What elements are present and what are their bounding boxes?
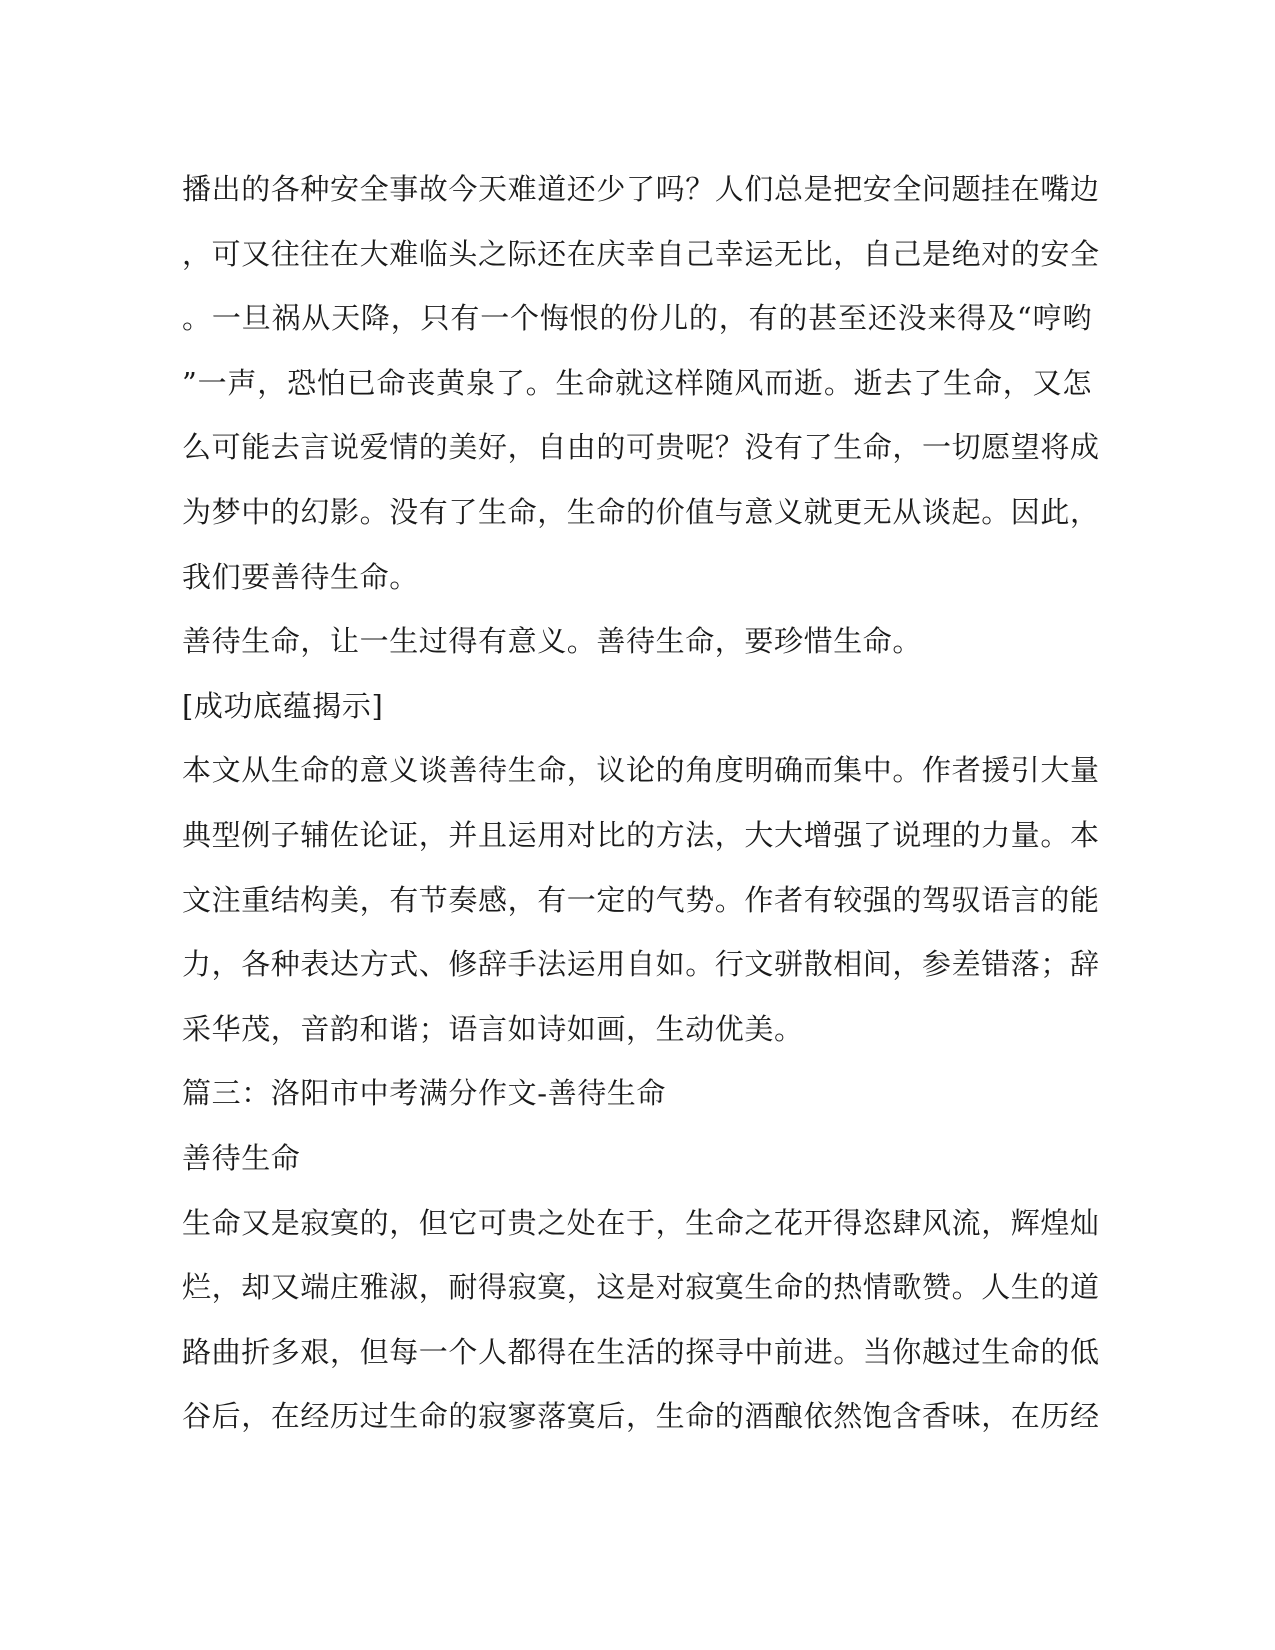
text-line: 采华茂，音韵和谐；语言如诗如画，生动优美。 <box>182 1011 804 1046</box>
text-line: 力，各种表达方式、修辞手法运用自如。行文骈散相间，参差错落；辞 <box>182 947 1100 982</box>
text-line: 善待生命，让一生过得有意义。善待生命，要珍惜生命。 <box>182 624 923 659</box>
text-line: 播出的各种安全事故今天难道还少了吗？人们总是把安全问题挂在嘴边 <box>182 172 1100 206</box>
text-line: 。一旦祸从天降，只有一个悔恨的份儿的，有的甚至还没来得及“哼哟 <box>182 301 1092 336</box>
body-text <box>182 157 1100 1449</box>
text-line: 文注重结构美，有节奏感，有一定的气势。作者有较强的驾驭语言的能 <box>182 882 1100 917</box>
section-label: [成功底蕴揭示] <box>182 688 384 723</box>
text-line: 为梦中的幻影。没有了生命，生命的价值与意义就更无从谈起。因此， <box>182 494 1100 529</box>
section-heading: 篇三：洛阳市中考满分作文-善待生命 <box>182 1076 666 1111</box>
text-line: ”一声，恐怕已命丧黄泉了。生命就这样随风而逝。逝去了生命，又怎 <box>182 365 1092 400</box>
text-line: ，可又往往在大难临头之际还在庆幸自己幸运无比，自己是绝对的安全 <box>182 236 1100 271</box>
text-line: 生命又是寂寞的，但它可贵之处在于，生命之花开得恣肆风流，辉煌灿 <box>182 1205 1100 1240</box>
text-line: 谷后，在经历过生命的寂寥落寞后，生命的酒酿依然饱含香味，在历经 <box>182 1399 1100 1434</box>
text-line: 典型例子辅佐论证，并且运用对比的方法，大大增强了说理的力量。本 <box>182 817 1100 852</box>
text-line: 么可能去言说爱情的美好，自由的可贵呢？没有了生命，一切愿望将成 <box>182 430 1100 465</box>
text-line: 我们要善待生命。 <box>182 559 419 594</box>
essay-title: 善待生命 <box>182 1140 301 1175</box>
text-line: 烂，却又端庄雅淑，耐得寂寞，这是对寂寞生命的热情歌赞。人生的道 <box>182 1270 1100 1305</box>
text-line: 本文从生命的意义谈善待生命，议论的角度明确而集中。作者援引大量 <box>182 753 1100 788</box>
text-line: 路曲折多艰，但每一个人都得在生活的探寻中前进。当你越过生命的低 <box>182 1334 1100 1369</box>
